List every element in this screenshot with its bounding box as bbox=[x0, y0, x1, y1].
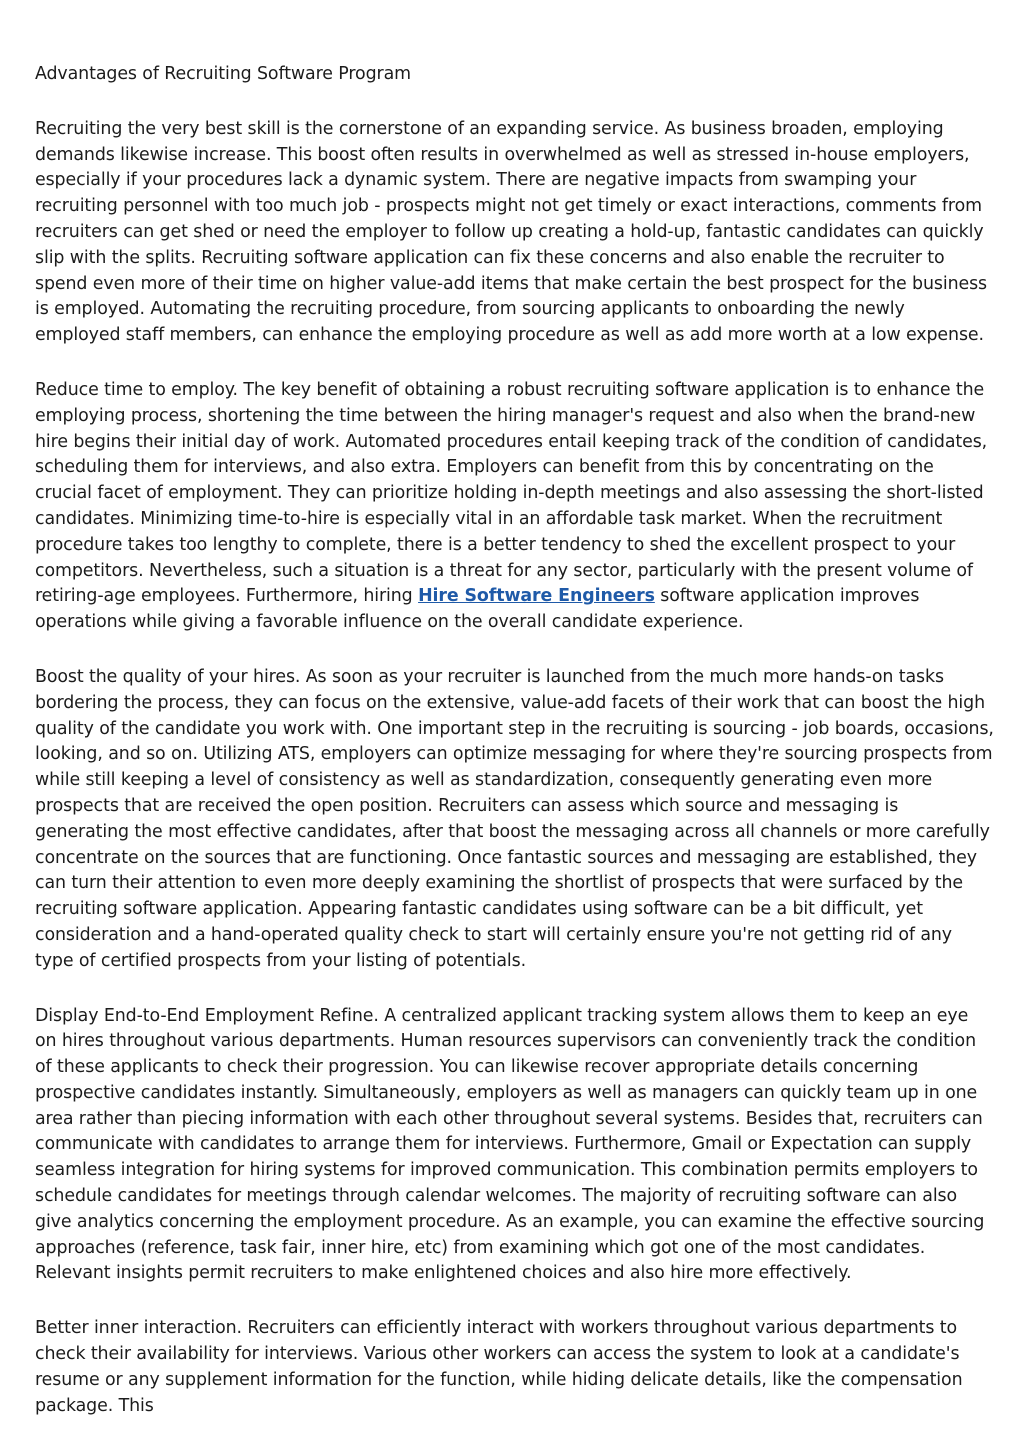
document-title: Advantages of Recruiting Software Program bbox=[35, 64, 411, 84]
paragraph-display-process: Display End-to-End Employment Refine. A centralized applicant tracking system allows them to keep an eye on hires throughout various departments. Human resources supervisors can conveniently track the condition of these applicants to check their progression. You can likewise recover appropriate details concerning prospective candidates instantly. Simultaneously, employers as well as managers can quickly team up in one area rather than piecing information with each other throughout several systems. Besides that, recruiters can communicate with candidates to arrange them for interviews. Furthermore, Gmail or Expectation can supply seamless integration for hiring systems for improved communication. This combination permits employers to schedule candidates for meetings through calendar welcomes. The majority of recruiting software can also give analytics concerning the employment procedure. As an example, you can examine the effective sourcing approaches (reference, task fair, inner hire, etc) from examining which got one of the most candidates. Relevant insights permit recruiters to make enlightened choices and also hire more effectively. bbox=[35, 1005, 985, 1284]
paragraph-intro: Recruiting the very best skill is the cornerstone of an expanding service. As business broaden, employing demands likewise increase. This boost often results in overwhelmed as well as stressed in-house employers, especially if your procedures lack a dynamic system. There are negative impacts from swamping your recruiting personnel with too much job - prospects might not get timely or exact interactions, comments from recruiters can get shed or need the employer to follow up creating a hold-up, fantastic candidates can quickly slip with the splits. Recruiting software application can fix these concerns and also enable the recruiter to spend even more of their time on higher value-add items that make certain the best prospect for the business is employed. Automating the recruiting procedure, from sourcing applicants to onboarding the newly employed staff members, can enhance the employing procedure as well as add more worth at a low expense. bbox=[35, 118, 988, 346]
paragraph-reduce-time-text-before: Reduce time to employ. The key benefit of obtaining a robust recruiting software application is to enhance the employing process, shortening the time between the hiring manager's request and also when the brand-new hire begins their initial day of work. Automated procedures entail keeping track of the condition of candidates, scheduling them for interviews, and also extra. Employers can benefit from this by concentrating on the crucial facet of employment. They can prioritize holding in-depth meetings and also assessing the short-listed candidates. Minimizing time-to-hire is especially vital in an affordable task market. When the recruitment procedure takes too lengthy to complete, there is a better tendency to shed the excellent prospect to your competitors. Nevertheless, such a situation is a threat for any sector, particularly with the present volume of retiring-age employees. Furthermore, hiring bbox=[35, 379, 988, 607]
paragraph-reduce-time bbox=[35, 378, 995, 636]
paragraph-inner-interaction: Better inner interaction. Recruiters can efficiently interact with workers throughout various departments to check their availability for interviews. Various other workers can access the system to look at a candidate's resume or any supplement information for the function, while hiding delicate details, like the compensation package. This bbox=[35, 1318, 963, 1416]
document-page bbox=[35, 62, 995, 1448]
hire-software-engineers-link[interactable]: Hire Software Engineers bbox=[418, 586, 655, 607]
paragraph-boost-quality: Boost the quality of your hires. As soon as your recruiter is launched from the much more hands-on tasks bordering the process, they can focus on the extensive, value-add facets of their work that can boost the high quality of the candidate you work with. One important step in the recruiting is sourcing - job boards, occasions, looking, and so on. Utilizing ATS, employers can optimize messaging for where they're sourcing prospects from while still keeping a level of consistency as well as standardization, consequently generating even more prospects that are received the open position. Recruiters can assess which source and messaging is generating the most effective candidates, after that boost the messaging across all channels or more carefully concentrate on the sources that are functioning. Once fantastic sources and messaging are established, they can turn their attention to even more deeply examining the shortlist of prospects that were surfaced by the recruiting software application. Appearing fantastic candidates using software can be a bit difficult, yet consideration and a hand-operated quality check to start will certainly ensure you're not getting rid of any type of certified prospects from your listing of potentials. bbox=[35, 666, 994, 971]
paragraph-reduce-time-text-after: software application improves operations while giving a favorable influence on the overall candidate experience. bbox=[35, 586, 920, 633]
